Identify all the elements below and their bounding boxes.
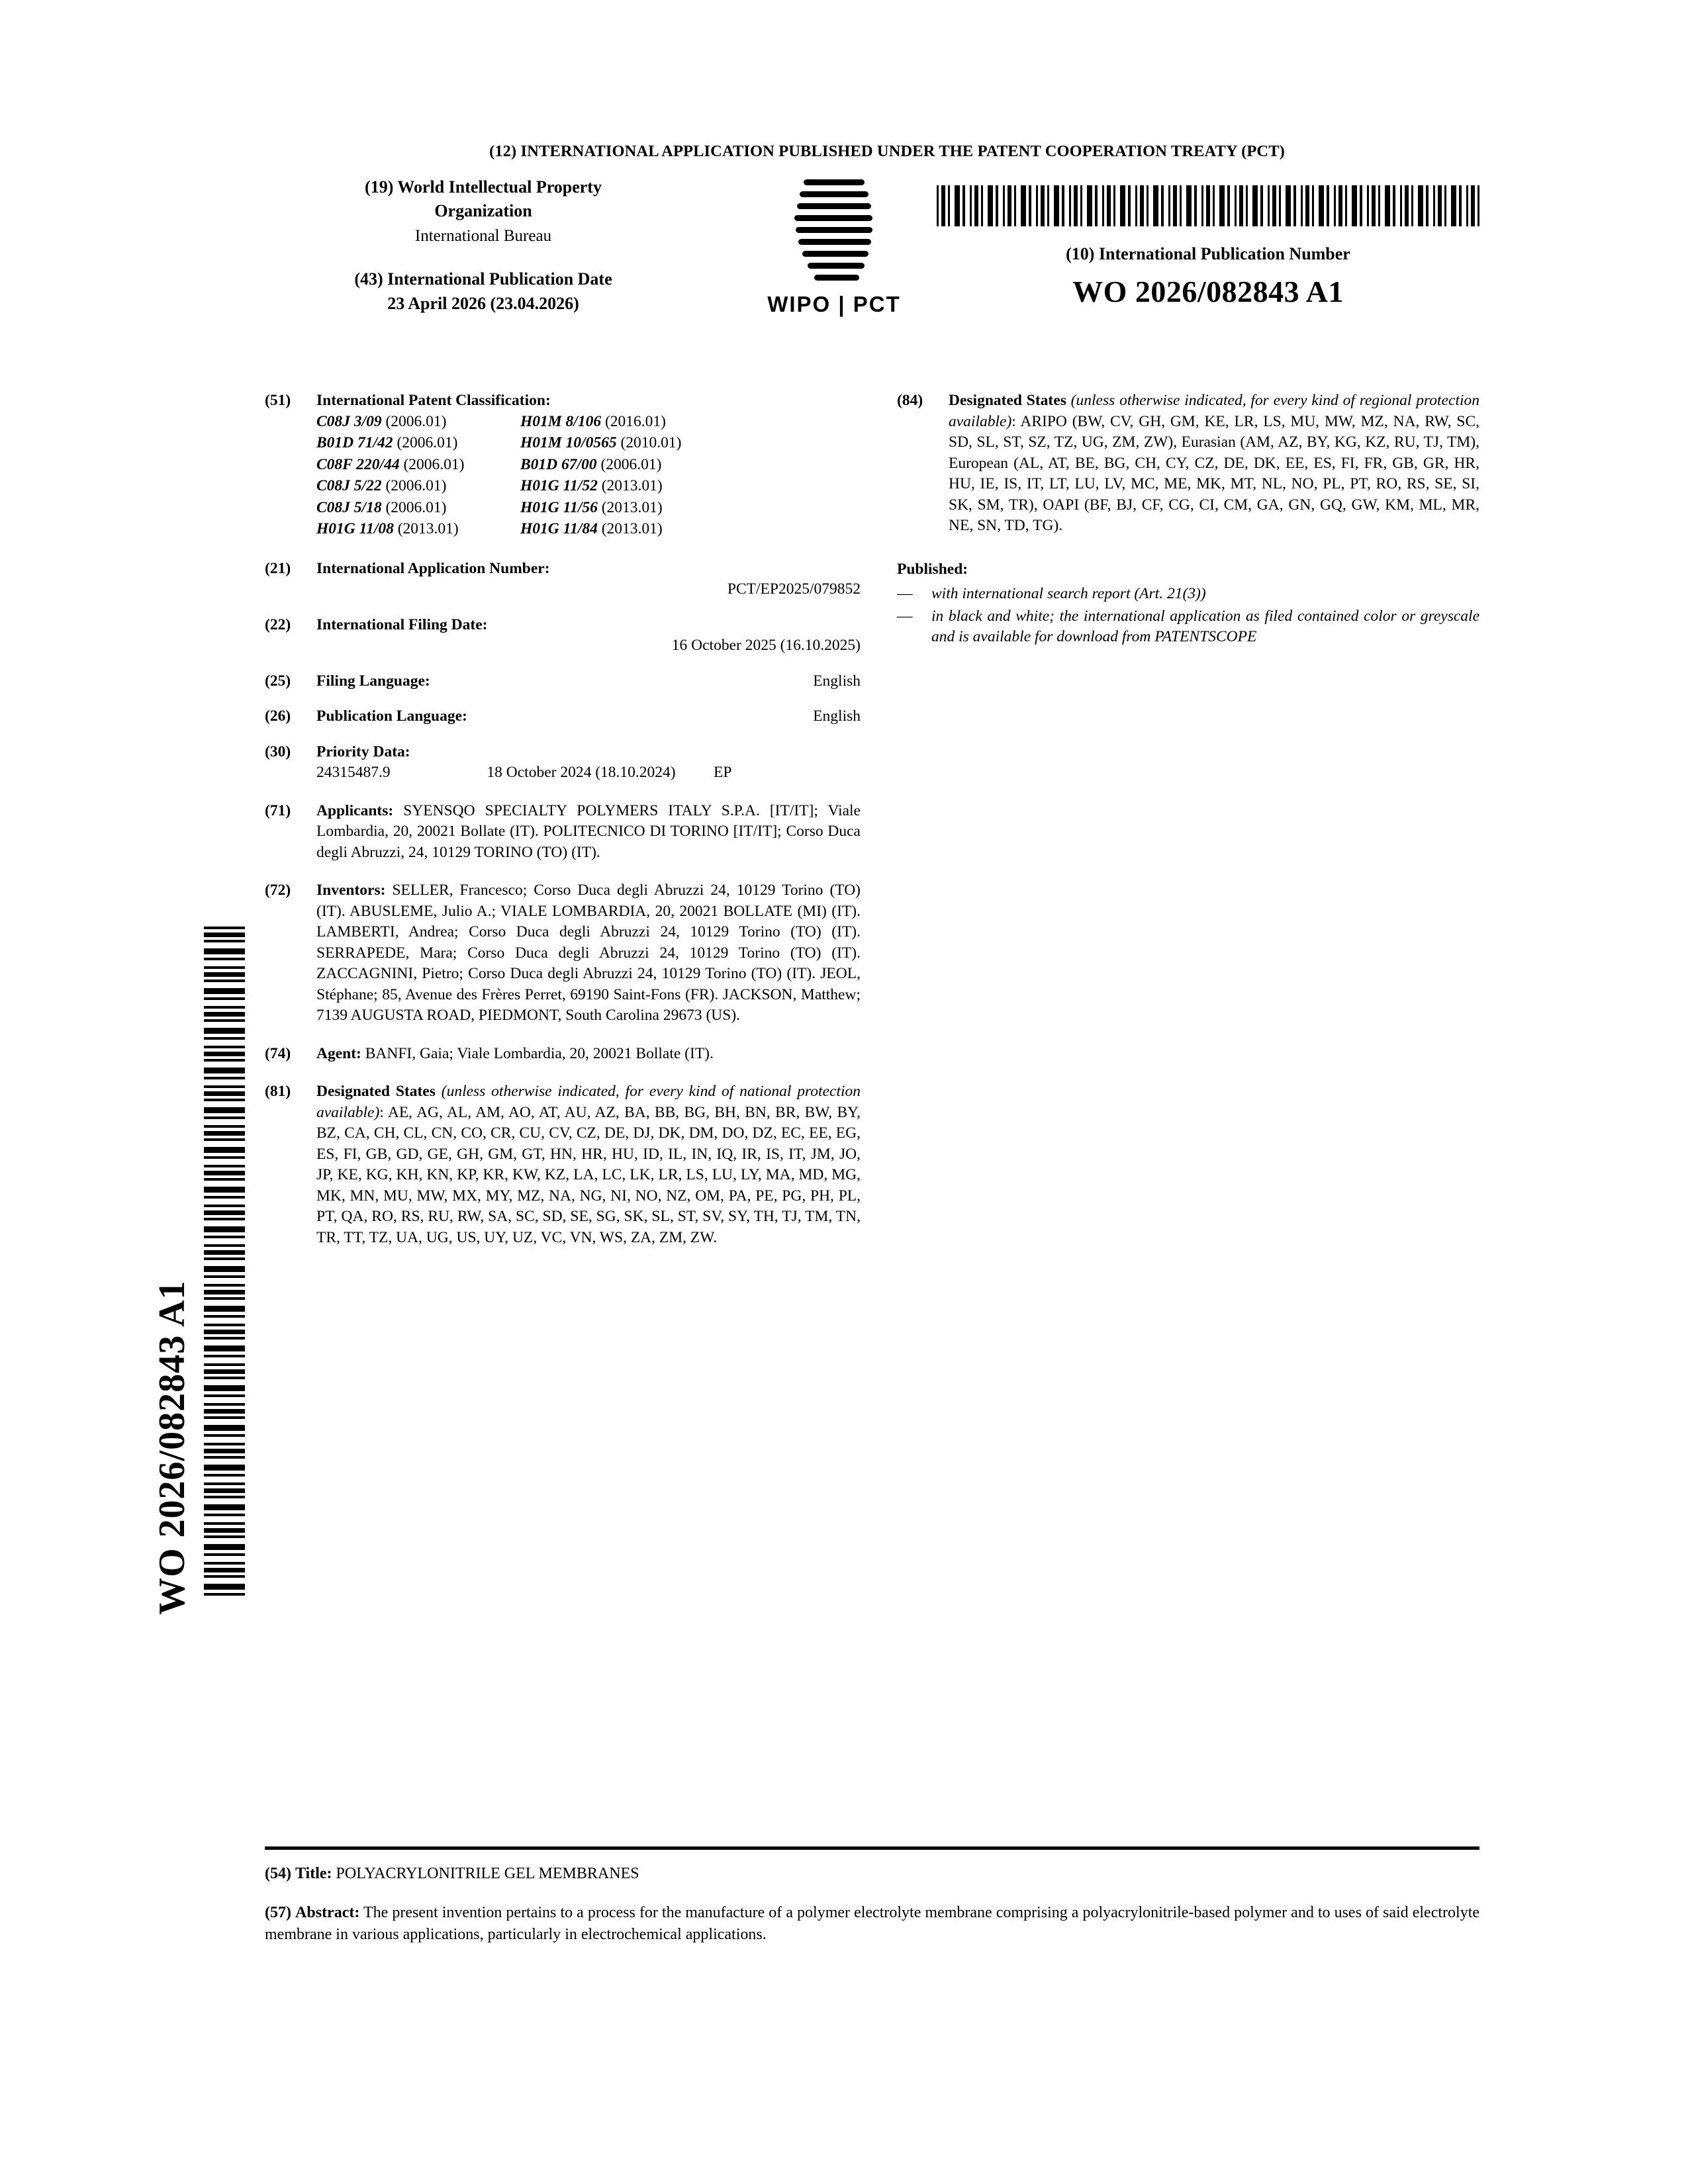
wipo-swirl-icon [794,175,874,288]
ipc-entry: H01M 8/106 (2016.01) [520,412,666,430]
published-item-text: in black and white; the international application as filed contained color or greyscale and is available for download from PATENTSCOPE [931,607,1479,645]
publication-number-block [933,185,1483,309]
dash-icon: — [897,585,913,602]
field-tag: (72) [265,882,291,899]
footer-block [265,1863,1479,1946]
ipc-entry: H01G 11/56 (2013.01) [520,498,663,516]
ipc-entry: C08J 5/22 (2006.01) [316,477,447,494]
field-applicants [265,801,861,864]
ipc-entry: C08J 3/09 (2006.01) [316,412,447,430]
field-inventors [265,880,861,1026]
field-designated-states-regional [897,390,1479,537]
priority-row [316,762,861,784]
title-label: Title: [295,1865,332,1882]
wipo-block [278,175,688,316]
title-tag: (54) [265,1865,291,1882]
inventors-label: Inventors: [316,882,386,899]
wipo-logo [722,175,947,317]
ipc-entry: H01G 11/84 (2013.01) [520,520,663,537]
right-column [897,390,1479,649]
ipc-entry: H01M 10/0565 (2010.01) [520,434,682,451]
filing-language-label: Filing Language: [316,672,430,690]
publication-language-label: Publication Language: [316,707,467,725]
ipc-label: International Patent Classification: [316,392,551,409]
divider [265,1846,1479,1850]
publication-number-value: WO 2026/082843 A1 [1072,275,1344,308]
regional-states-label: Designated States [949,392,1066,409]
filing-date-value: 16 October 2025 (16.10.2025) [671,637,861,654]
abstract-row [265,1902,1479,1946]
publication-date-label: (43) International Publication Date [354,269,612,289]
regional-states-list: : ARIPO (BW, CV, GH, GM, KE, LR, LS, MU, MW, MZ, NA, RW, SC, SD, SL, ST, SZ, TZ, UG, ZM, ZW), Eurasian (AM, AZ, BY, KG, KZ, RU, TJ, TM), European (AL, AT, BE, BG, CH, CY, CZ, DE, DK, EE, ES, FI, FR, GB, GR, HR, HU, IE, IS, IT, LT, LU, LV, MC, ME, MK, MT, NL, NO, PL, PT, RO, RS, SE, SI, SK, SM, TR), OAPI (BF, BJ, CF, CG, CI, CM, GA, GN, GQ, GW, KM, ML, MR, NE, SN, TD, TG). [949,412,1479,534]
published-item [897,584,1479,605]
dash-icon: — [897,607,913,625]
priority-number: 24315487.9 [316,764,391,781]
side-barcode-block [152,927,271,2052]
field-tag: (22) [265,615,291,633]
field-filing-language [265,671,861,692]
field-designated-states-national [265,1081,861,1248]
application-number-label: International Application Number: [316,559,550,577]
filing-language-value: English [813,672,861,690]
application-number-value: PCT/EP2025/079852 [727,580,861,598]
field-tag: (71) [265,801,291,819]
ipc-entry: C08F 220/44 (2006.01) [316,455,465,473]
field-ipc [265,390,861,540]
publication-number-label: (10) International Publication Number [1066,244,1350,263]
designated-states-label: Designated States [316,1083,436,1100]
designated-states-list: : AE, AG, AL, AM, AO, AT, AU, AZ, BA, BB, BG, BH, BN, BR, BW, BY, BZ, CA, CH, CL, CN, CO, CR, CU, CV, CZ, DE, DJ, DK, DM, DO, DZ, EC, EE, EG, ES, FI, GB, GD, GE, GH, GM, GT, HN, HR, HU, ID, IL, IN, IQ, IR, IS, IT, JM, JO, JP, KE, KG, KH, KN, KP, KR, KW, KZ, LA, LC, LK, LR, LS, LU, LY, MA, MD, MG, MK, MN, MU, MW, MX, MY, MZ, NA, NG, NI, NO, NZ, OM, PA, PE, PG, PH, PL, PT, QA, RO, RS, RU, RW, SA, SC, SD, SE, SG, SK, SL, ST, SV, SY, TH, TJ, TM, TN, TR, TT, TZ, UA, UG, US, UY, UZ, VC, VN, WS, ZA, ZM, ZW. [316,1103,861,1246]
ipc-entry: C08J 5/18 (2006.01) [316,498,447,516]
field-tag: (74) [265,1044,291,1062]
agent-text: BANFI, Gaia; Viale Lombardia, 20, 20021 Bollate (IT). [361,1044,714,1062]
regional-states-note: (unless otherwise indicated, for every kind of regional protection available) [949,392,1480,430]
priority-label: Priority Data: [316,743,410,760]
published-label: Published: [897,560,968,578]
published-block [897,559,1479,648]
page-title: (12) INTERNATIONAL APPLICATION PUBLISHED UNDER THE PATENT COOPERATION TREATY (PCT) [489,142,1285,160]
ipc-entry: B01D 71/42 (2006.01) [316,434,458,451]
ipc-grid [316,412,861,540]
field-publication-language [265,706,861,727]
publication-language-value: English [813,707,861,725]
international-bureau: International Bureau [414,227,552,245]
field-priority-data [265,742,861,784]
published-item-text: with international search report (Art. 21(3)) [931,585,1206,602]
wipo-wordmark: WIPO | PCT [767,292,901,316]
field-tag: (26) [265,707,291,725]
title-row [265,1863,1479,1885]
designated-states-note: (unless otherwise indicated, for every kind of national protection available) [316,1083,861,1121]
applicants-text: SYENSQO SPECIALTY POLYMERS ITALY S.P.A. [IT/IT]; Viale Lombardia, 20, 20021 Bollate (IT). POLITECNICO DI TORINO [IT/IT]; Corso Duca degli Abruzzi, 24, 10129 TORINO (TO) (IT). [316,801,861,861]
applicants-label: Applicants: [316,801,394,819]
abstract-tag: (57) [265,1904,291,1921]
vertical-publication-number: WO 2026/082843 A1 [152,1280,193,1615]
field-tag: (81) [265,1083,291,1100]
inventors-text: SELLER, Francesco; Corso Duca degli Abruzzi 24, 10129 Torino (TO) (IT). ABUSLEME, Julio A.; VIALE LOMBARDIA, 20, 20021 BOLLATE (MI) (IT). LAMBERTI, Andrea; Corso Duca degli Abruzzi 24, 10129 Torino (TO) (IT). SERRAPEDE, Mara; Corso Duca degli Abruzzi 24, 10129 Torino (TO) (IT). ZACCAGNINI, Pietro; Corso Duca degli Abruzzi 24, 10129 Torino (TO) (IT). JEOL, Stéphane; 85, Avenue des Frères Perret, 69190 Saint-Fons (FR). JACKSON, Matthew; 7139 AUGUSTA ROAD, PIEDMONT, South Carolina 29673 (US). [316,882,861,1024]
title-value: POLYACRYLONITRILE GEL MEMBRANES [332,1865,639,1882]
agent-label: Agent: [316,1044,361,1062]
abstract-text: The present invention pertains to a process for the manufacture of a polymer electrolyte membrane comprising a polyacrylonitrile-based polymer and to uses of said electrolyte membrane in various applications, particularly in electrochemical applications. [265,1904,1480,1943]
field-tag: (51) [265,392,291,409]
field-agent [265,1044,861,1065]
filing-date-label: International Filing Date: [316,615,488,633]
field-tag: (21) [265,559,291,577]
field-application-number [265,559,861,600]
publication-date-value: 23 April 2026 (23.04.2026) [387,294,579,313]
priority-date: 18 October 2024 (18.10.2024) [487,764,676,781]
field-tag: (30) [265,743,291,760]
organization-tag: (19) World Intellectual Property [365,177,602,197]
field-tag: (84) [897,392,923,409]
barcode-horizontal [937,185,1479,226]
ipc-entry: H01G 11/52 (2013.01) [520,477,663,494]
organization-name: Organization [434,201,532,220]
left-column [265,390,861,1261]
priority-country: EP [714,764,732,781]
barcode-vertical [204,927,245,1602]
published-item [897,606,1479,648]
ipc-entry: B01D 67/00 (2006.01) [520,455,662,473]
field-tag: (25) [265,672,291,690]
ipc-entry: H01G 11/08 (2013.01) [316,520,459,537]
abstract-label: Abstract: [295,1904,360,1921]
field-filing-date [265,615,861,657]
